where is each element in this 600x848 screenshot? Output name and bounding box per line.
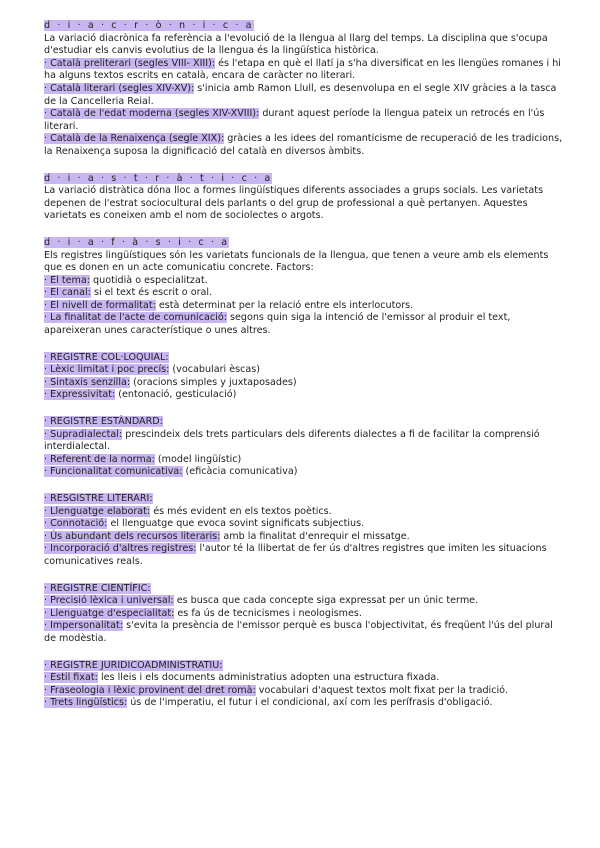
- section-title: · REGISTRE JURIDICOADMINISTRATIU:: [44, 659, 223, 671]
- item-text: l'autor té la llibertat de fer ús d'altres registres que imiten les situacions comunicatives reals.: [44, 543, 547, 567]
- item-term: · Incorporació d'altres registres:: [44, 543, 197, 555]
- section-diacronica: [44, 20, 564, 159]
- item-text: segons quin siga la intenció de l'emissor al produir el text, apareixeran unes característique o unes altres.: [44, 312, 511, 337]
- item-text: les lleis i els documents administratius adopten una estructura fixada.: [97, 672, 440, 684]
- item-term: · Supradialectal:: [44, 428, 123, 440]
- list-item: [44, 287, 564, 300]
- section-diastratica: [44, 173, 564, 223]
- section-intro: La variació distràtica dóna lloc a formes lingüístiques diferents associades a grups socials. Les varietats depenen de l'estrat sociocultural dels parlants o del grup de professional a què pertanyen. Aquestes varietats es coneixen amb el nom de sociolectes o argots.: [44, 185, 544, 222]
- list-item: [44, 543, 564, 568]
- section-registre-juridicoadministratiu: [44, 660, 564, 710]
- item-term: · Impersonalitat:: [44, 620, 124, 632]
- item-text: prescindeix dels trets particulars dels diferents dialectes a fi de facilitar la comprensió interdialectal.: [44, 428, 540, 453]
- item-term: · Llenguatge d'especialitat:: [44, 607, 175, 619]
- section-title: d · i · a · c · r · ò · n · i · c · a: [44, 20, 254, 31]
- item-term: · Català de l'edat moderna (segles XIV-XVIII):: [44, 108, 260, 120]
- item-text: amb la finalitat d'enrequir el missatge.: [220, 530, 410, 542]
- item-term: · Precisió lèxica i universal:: [44, 595, 174, 607]
- list-item: [44, 389, 564, 402]
- item-term: · Català preliterari (segles VIII- XIII):: [44, 57, 216, 69]
- list-item: [44, 454, 564, 467]
- item-term: · Català de la Renaixença (segle XIX):: [44, 133, 225, 145]
- list-item: [44, 595, 564, 608]
- section-title: · REGISTRE COL·LOQUIAL:: [44, 351, 169, 363]
- item-term: · Trets lingüístics:: [44, 697, 128, 709]
- section-registre-estandard: [44, 416, 564, 479]
- list-item: [44, 608, 564, 621]
- item-text: és més evident en els textos poètics.: [150, 505, 332, 517]
- list-item: [44, 506, 564, 519]
- item-text: vocabulari d'aquest textos molt fixat per la tradició.: [255, 684, 508, 696]
- list-item: [44, 133, 564, 158]
- list-item: [44, 620, 564, 645]
- list-item: [44, 697, 564, 710]
- list-item: [44, 531, 564, 544]
- item-term: · Ús abundant dels recursos literaris:: [44, 530, 221, 542]
- item-term: · Català literari (segles XIV-XV):: [44, 82, 195, 94]
- item-text: està determinat per la relació entre els interlocutors.: [155, 299, 414, 311]
- item-term: · Estil fixat:: [44, 672, 98, 684]
- section-title: · RESGISTRE LITERARI:: [44, 493, 153, 504]
- section-intro: Els registres lingüístiques són les varietats funcionals de la llengua, que tenen a veure amb els elements que es donen en un acte comunicatiu concrete. Factors:: [44, 249, 549, 274]
- item-text: si el text és escrit o oral.: [90, 287, 213, 299]
- item-term: · Llenguatge elaborat:: [44, 505, 151, 517]
- item-text: el llenguatge que evoca sovint significats subjectius.: [107, 518, 365, 530]
- section-registre-cientific: [44, 583, 564, 646]
- item-term: · Funcionalitat comunicativa:: [44, 466, 183, 478]
- section-registre-literari: [44, 493, 564, 569]
- item-term: · Fraseologia i lèxic provinent del dret romà:: [44, 684, 256, 696]
- item-text: es busca que cada concepte siga expressat per un únic terme.: [173, 595, 479, 607]
- list-item: [44, 685, 564, 698]
- item-term: · Lèxic limitat i poc precís:: [44, 364, 170, 376]
- list-item: [44, 429, 564, 454]
- item-text: (vocabulari èscas): [169, 364, 261, 376]
- item-text: ús de l'imperatiu, el futur i el condicional, axí com les perífrasis d'obligació.: [127, 697, 493, 709]
- item-text: s'inicia amb Ramon Llull, es desenvolupa en el segle XIV gràcies a la tasca de la Cancelleria Reial.: [44, 82, 557, 107]
- item-term: · El nivell de formalitat:: [44, 299, 156, 311]
- item-text: (entonació, gesticulació): [115, 389, 237, 401]
- section-title: d · i · a · f · à · s · i · c · a: [44, 236, 230, 248]
- list-item: [44, 518, 564, 531]
- list-item: [44, 275, 564, 288]
- item-text: (model lingüístic): [154, 453, 242, 465]
- item-text: s'evita la presència de l'emissor perquè es busca l'objectivitat, és freqüent l'ús del plural de modèstia.: [44, 620, 553, 644]
- section-title: d · i · a · s · t · r · à · t · i · c · a: [44, 172, 273, 184]
- section-title: · REGISTRE CIENTÍFIC:: [44, 582, 151, 594]
- item-term: · Connotació:: [44, 518, 108, 530]
- item-term: · El tema:: [44, 274, 90, 286]
- list-item: [44, 377, 564, 390]
- item-term: · El canal:: [44, 287, 91, 299]
- list-item: [44, 300, 564, 313]
- item-term: · La finalitat de l'acte de comunicació:: [44, 312, 227, 324]
- item-text: quotidià o especialitzat.: [90, 274, 208, 286]
- list-item: [44, 312, 564, 337]
- list-item: [44, 466, 564, 479]
- item-term: · Sintaxis senzilla:: [44, 376, 131, 388]
- list-item: [44, 83, 564, 108]
- item-text: és l'etapa en què el llatí ja s'ha diversificat en les llengües romanes i hi ha alguns textos escrits en català, encara de caràcter no literari.: [44, 57, 561, 82]
- item-text: gràcies a les idees del romanticisme de recuperació de les tradicions, la Renaixença suposa la dignificació del català en diversos àmbits.: [44, 133, 563, 157]
- section-registre-colloquial: [44, 352, 564, 402]
- item-text: durant aquest període la llengua pateix un retrocés en l'ús literari.: [44, 108, 545, 132]
- list-item: [44, 58, 564, 83]
- list-item: [44, 364, 564, 377]
- list-item: [44, 672, 564, 685]
- item-term: · Expressivitat:: [44, 389, 116, 401]
- list-item: [44, 108, 564, 133]
- item-text: es fa ús de tecnicismes i neologismes.: [174, 607, 362, 619]
- section-intro: La variació diacrònica fa referència a l'evolució de la llengua al llarg del temps. La disciplina que s'ocupa d'estudiar els canvis evolutius de la llengua és la lingüística històrica.: [44, 32, 548, 57]
- item-term: · Referent de la norma:: [44, 453, 155, 465]
- section-title: · REGISTRE ESTÀNDARD:: [44, 416, 163, 428]
- item-text: (oracions simples y juxtaposades): [130, 376, 297, 388]
- section-diafasica: [44, 237, 564, 338]
- item-text: (eficàcia comunicativa): [182, 466, 298, 478]
